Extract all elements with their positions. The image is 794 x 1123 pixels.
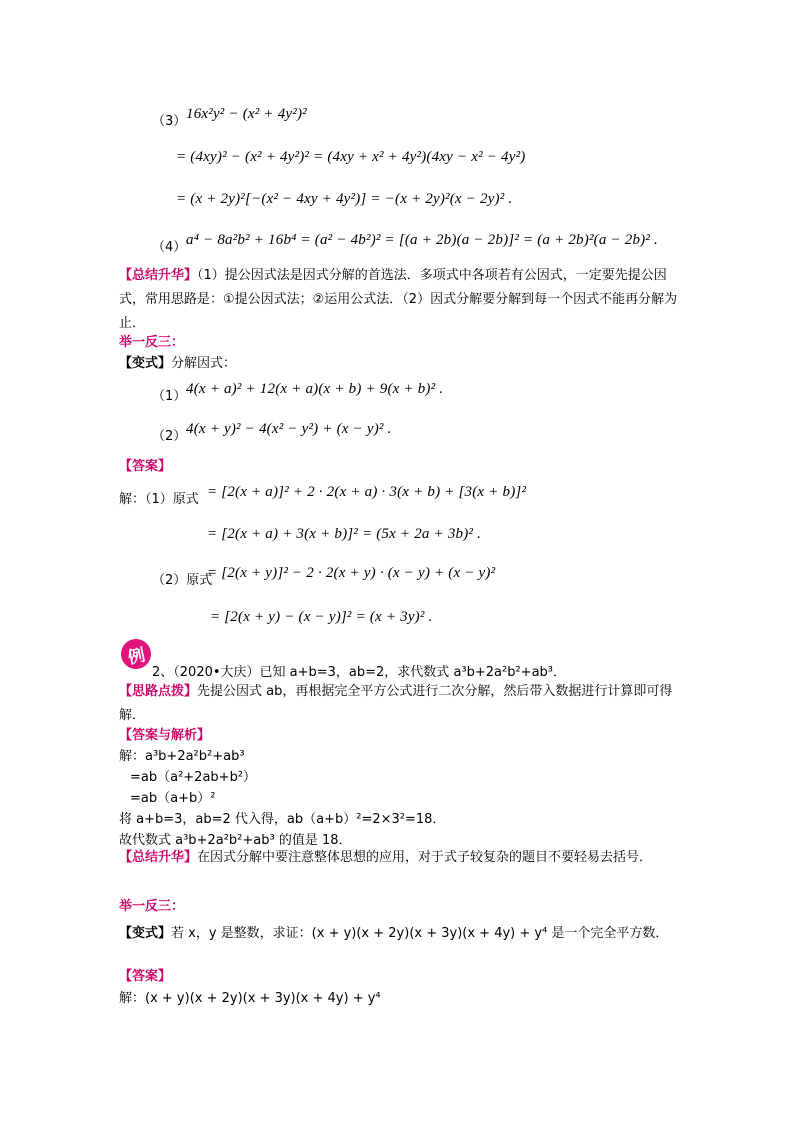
hint-block (119, 679, 689, 727)
variant-2-tag: 【变式】 (119, 926, 172, 941)
solution-intro-2: （2）原式 (152, 573, 213, 588)
summary-block-1 (119, 263, 689, 335)
solution-1-step-b: = [2(x + a) + 3(x + b)]² = (5x + 2a + 3b)² . (207, 526, 482, 542)
p4-label: （4） (152, 240, 187, 255)
p3-expression: 16x²y² − (x² + 4y²)² (186, 106, 307, 122)
summary-2-text: 在因式分解中要注意整体思想的应用，对于式子较复杂的题目不要轻易去括号． (197, 850, 653, 865)
summary-2-tag: 【总结升华】 (119, 850, 198, 865)
variant-text: 分解因式： (171, 356, 237, 371)
p4-expression: a⁴ − 8a²b² + 16b⁴ = (a² − 4b²)² = [(a + 2b)(a − 2b)]² = (a + 2b)²(a − 2b)² . (186, 232, 658, 248)
v1-label: （1） (152, 389, 187, 404)
solution-1-step-a: = [2(x + a)]² + 2 · 2(x + a) · 3(x + b) + [3(x + b)]² (207, 484, 527, 500)
summary-text: （1）提公因式法是因式分解的首选法．多项式中各项若有公因式，一定要先提公因式，常用思路是：①提公因式法；②运用公式法．（2）因式分解要分解到每一个因式不能再分解为止． (119, 268, 678, 331)
practice-2-heading: 举一反三： (119, 899, 185, 914)
v2-label: （2） (152, 429, 187, 444)
hint-text: 先提公因式 ab，再根据完全平方公式进行二次分解，然后带入数据进行计算即可得解． (119, 684, 673, 723)
v1-expression: 4(x + a)² + 12(x + a)(x + b) + 9(x + b)² . (186, 381, 444, 397)
example-badge: 例 (118, 636, 154, 672)
variant-line (119, 352, 236, 371)
p3-step-1: = (4xy)² − (x² + 4y²)² = (4xy + x² + 4y²)(4xy − x² − 4y²) (176, 149, 526, 165)
analysis-line-3: =ab（a+b）² (130, 791, 216, 806)
analysis-tag: 【答案与解析】 (119, 728, 211, 743)
analysis-line-2: =ab（a²+2ab+b²） (130, 770, 257, 785)
analysis-line-5: 故代数式 a³b+2a²b²+ab³ 的值是 18． (119, 833, 352, 848)
p3-label: （3） (152, 114, 187, 129)
solution-2-step-b: = [2(x + y) − (x − y)]² = (x + 3y)² . (210, 609, 433, 625)
summary-block-2 (119, 845, 689, 869)
analysis-line-1: 解：a³b+2a²b²+ab³ (119, 749, 245, 764)
v2-expression: 4(x + y)² − 4(x² − y²) + (x − y)² . (186, 421, 392, 437)
example-question: 2、（2020•大庆）已知 a+b=3，ab=2，求代数式 a³b+2a²b²+ab³． (152, 665, 567, 680)
p3-step-2: = (x + 2y)²[−(x² − 4xy + 4y²)] = −(x + 2y)²(x − 2y)² . (176, 191, 513, 207)
solution-2-step-a: = [2(x + y)]² − 2 · 2(x + y) · (x − y) + (x − y)² (207, 565, 496, 581)
answer-tag: 【答案】 (119, 459, 172, 474)
variant-tag: 【变式】 (119, 356, 172, 371)
solution-2-line: 解：(x + y)(x + 2y)(x + 3y)(x + 4y) + y⁴ (119, 991, 381, 1006)
variant-2-block (119, 920, 689, 946)
solution-intro-1: 解：（1）原式 (119, 492, 199, 507)
hint-tag: 【思路点拨】 (119, 684, 198, 699)
analysis-line-4: 将 a+b=3，ab=2 代入得，ab（a+b）²=2×3²=18． (119, 812, 446, 827)
variant-2-text: 若 x，y 是整数，求证：(x + y)(x + 2y)(x + 3y)(x + 4y) + y⁴ 是一个完全平方数． (171, 926, 669, 941)
answer-2-tag: 【答案】 (119, 969, 172, 984)
practice-heading: 举一反三： (119, 335, 185, 350)
summary-tag: 【总结升华】 (119, 268, 198, 283)
